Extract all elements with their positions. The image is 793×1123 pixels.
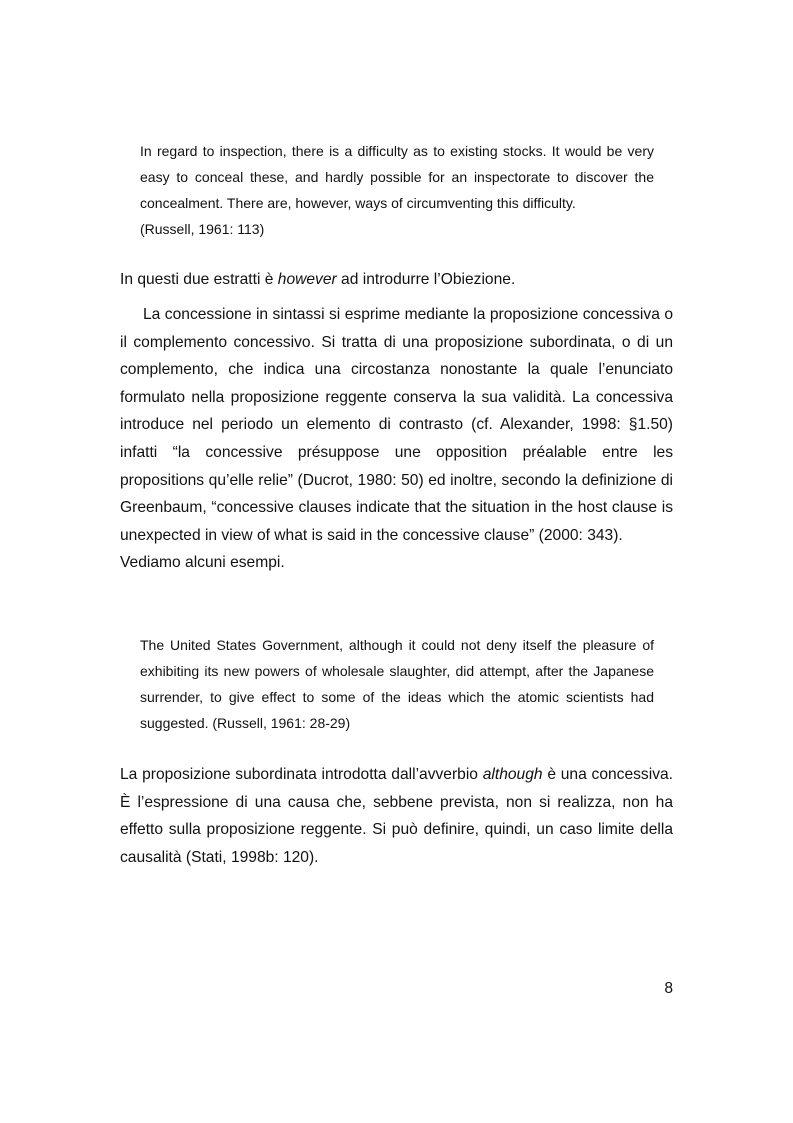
quote-1-citation: (Russell, 1961: 113) [140,221,265,237]
paragraph-1-text-end: ad introdurre l’Obiezione. [336,271,516,288]
paragraph-4-text-end: è una concessiva. È l’espressione di una causa che, sebbene prevista, non si realizza, non ha effetto sulla proposizione reggente. Si può definire, quindi, un caso limite della causalità (Stati, 1998b: 120). [120,766,673,866]
block-quote-1 [140,138,654,242]
block-quote-2 [140,632,654,736]
quote-1-text: In regard to inspection, there is a difficulty as to existing stocks. It would be very easy to conceal these, and hardly possible for an inspectorate to discover the concealment. There are, however, ways of circumventing this difficulty. [140,143,654,211]
quote-2-text: The United States Government, although it could not deny itself the pleasure of exhibiting its new powers of wholesale slaughter, did attempt, after the Japanese surrender, to give effect to some of the ideas which the atomic scientists had suggested. (Russell, 1961: 28-29) [140,637,654,731]
paragraph-4-emphasis: although [482,766,543,783]
paragraph-1 [120,266,673,294]
paragraph-4-text-start: La proposizione subordinata introdotta dall’avverbio [120,766,483,783]
paragraph-2 [120,301,673,577]
paragraph-2-text: La concessione in sintassi si esprime mediante la proposizione concessiva o il complemento concessivo. Si tratta di una proposizione subordinata, o di un complemento, che indica una circostanza nonostante la quale l’enunciato formulato nella proposizione reggente conserva la sua validità. La concessiva introduce nel periodo un elemento di contrasto (cf. Alexander, 1998: §1.50) infatti “la concessive présuppose une opposition préalable entre les propositions qu’elle relie” (Ducrot, 1980: 50) ed inoltre, secondo la definizione di Greenbaum, “concessive clauses indicate that the situation in the host clause is unexpected in view of what is said in the concessive clause” (2000: 343). [120,306,673,544]
paragraph-3-text: Vediamo alcuni esempi. [120,554,285,572]
page-number: 8 [664,980,673,997]
paragraph-1-text-start: In questi due estratti è [120,271,278,288]
paragraph-1-emphasis: however [277,271,337,288]
paragraph-4 [120,761,673,871]
